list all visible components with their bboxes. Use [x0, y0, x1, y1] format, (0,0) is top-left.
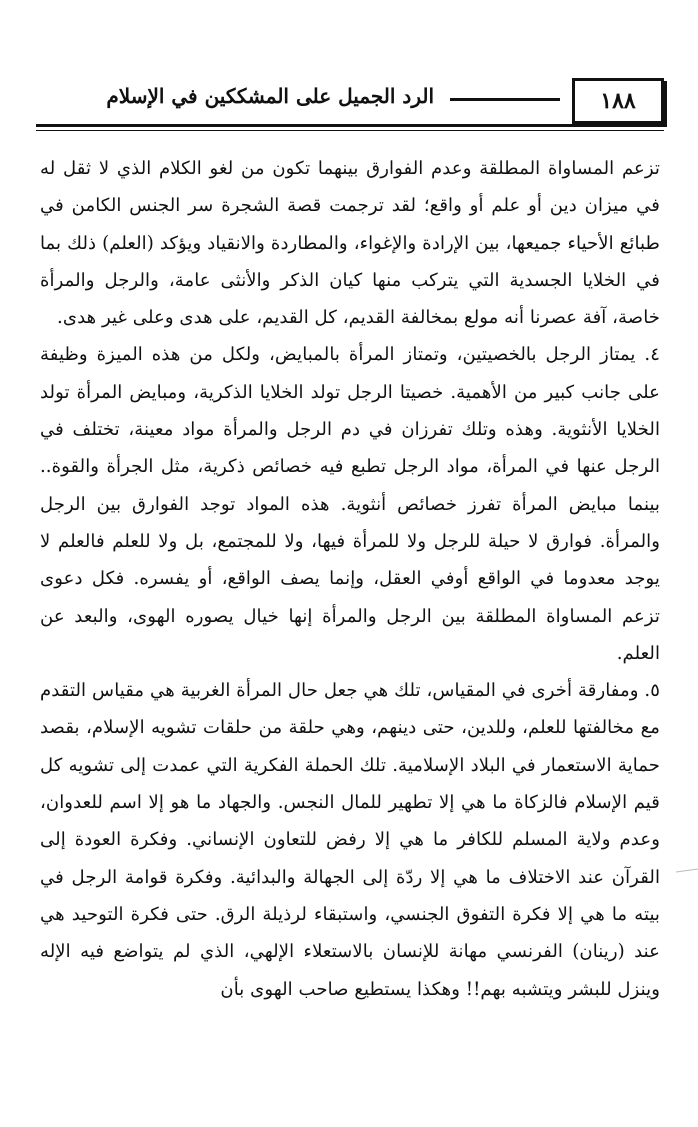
paragraph-text: يمتاز الرجل بالخصيتين، وتمتاز المرأة بالمبايض، ولكل من هذه الميزة وظيفة على جانب كبير من الأهمية. خصيتا الرجل تولد الخلايا الذكرية، ومبايض المرأة تولد الخلايا الأنثوية. وهذه وتلك تفرزان في دم الرجل والمرأة مواد معينة، تختلف في الرجل عنها في المرأة، مواد الرجل تطبع فيه خصائص ذكرية، مثل الجرأة والقوة.. بينما مبايض المرأة تفرز خصائص أنثوية. هذه المواد توجد الفوارق بين الرجل والمرأة. فوارق لا حيلة للرجل ولا للمرأة فيها، ولا للمجتمع، بل ولا للعلم فالعلم لا يوجد معدوما في الواقع أوفي العقل، وإنما يصف الواقع، أو يفسره. فكل دعوى تزعم المساواة المطلقة بين الرجل والمرأة إنها خيال يصوره الهوى، والبعد عن العلم. — [40, 344, 661, 664]
page-number: ١٨٨ — [572, 78, 664, 124]
header-rule — [36, 124, 664, 127]
paragraph-text: تزعم المساواة المطلقة وعدم الفوارق بينهما تكون من لغو الكلام الذي لا ثقل له في ميزان دين أو علم أو واقع؛ لقد ترجمت قصة الشجرة سر الجنس الكامن في طبائع الأحياء جميعها، بين الإرادة والإغواء، والمطاردة والانقياد ويؤكد (العلم) ذلك بما في الخلايا الجسدية التي يتركب منها كيان الذكر والأنثى عامة، والرجل والمرأة خاصة، آفة عصرنا أنه مولع بمخالفة القديم، كل القديم، على هدى وعلى غير هدى. — [40, 158, 660, 329]
body-text — [40, 150, 660, 1008]
paragraph-text: ومفارقة أخرى في المقياس، تلك هي جعل حال المرأة الغربية هي مقياس التقدم مع مخالفتها للعلم، وللدين، حتى دينهم، وهي حلقة من حلقات تشويه الإسلام، بقصد حماية الاستعمار في البلاد الإسلامية. تلك الحملة الفكرية التي عمدت إلى تشويه كل قيم الإسلام فالزكاة ما هي إلا تطهير للمال النجس. والجهاد ما هو إلا اسم للعدوان، وعدم ولاية المسلم للكافر ما هي إلا رفض للتعاون الإنساني. وفكرة العودة إلى القرآن عند الاختلاف ما هي إلا ردّة إلى الجهالة والبدائية. وفكرة قوامة الرجل في بيته ما هي إلا فكرة التفوق الجنسي، واستبقاء لرذيلة الرق. حتى فكرة التوحيد هي عند (رينان) الفرنسي مهانة للإنسان بالاستعلاء الإلهي، الذي لم يتواضع فيه الإله وينزل للبشر ويتشبه بهم!! وهكذا يستطيع صاحب الهوى بأن — [40, 680, 660, 1000]
list-item-4 — [40, 336, 660, 672]
margin-pencil-mark — [676, 868, 698, 872]
list-item-5 — [40, 672, 660, 1008]
header-dash-rule — [450, 98, 560, 101]
list-item-number: ٥. — [644, 680, 660, 702]
list-item-number: ٤. — [644, 344, 660, 366]
page-header — [36, 70, 664, 130]
intro-paragraph — [40, 150, 660, 336]
running-title: الرد الجميل على المشككين في الإسلام — [106, 84, 434, 108]
header-rule-thin — [36, 130, 664, 131]
